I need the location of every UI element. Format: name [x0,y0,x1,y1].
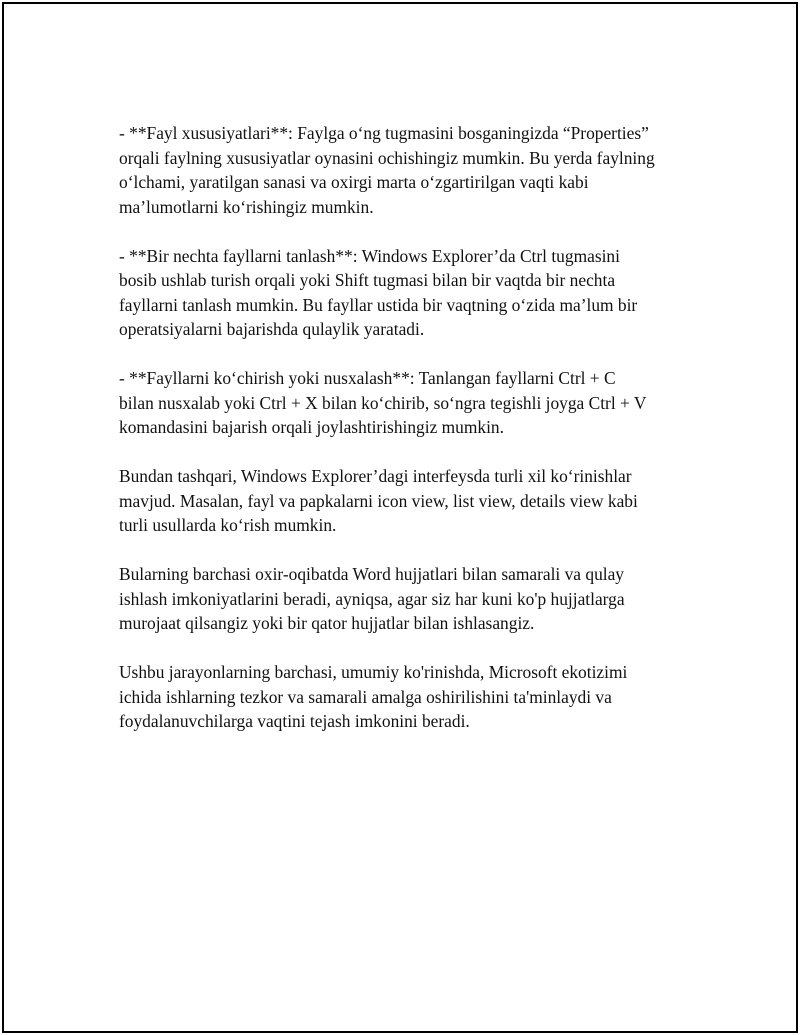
paragraph-explorer-views: Bundan tashqari, Windows Explorer’dagi interfeysda turli xil ko‘rinishlar mavjud. Masalan, fayl va papkalarni icon view, list view, details view kabi turli usullarda ko‘rish mumkin. [119,466,638,535]
document-page [2,2,798,1033]
paragraph-microsoft-ecosystem: Ushbu jarayonlarning barchasi, umumiy ko'rinishda, Microsoft ekotizimi ichida ishlarning tezkor va samarali amalga oshirilishini ta'minlaydi va foydalanuvchilarga vaqtini tejash imkonini beradi. [119,662,628,731]
paragraph-file-properties: - **Fayl xususiyatlari**: Faylga o‘ng tugmasini bosganingizda “Properties” orqali faylning xususiyatlar oynasini ochishingiz mumkin. Bu yerda faylning o‘lchami, yaratilgan sanasi va oxirgi marta o‘zgartirilgan vaqti kabi ma’lumotlarni ko‘rishingiz mumkin. [119,123,655,217]
paragraph-select-multiple-files: - **Bir nechta fayllarni tanlash**: Windows Explorer’da Ctrl tugmasini bosib ushlab turish orqali yoki Shift tugmasi bilan bir vaqtda bir nechta fayllarni tanlash mumkin. Bu fayllar ustida bir vaqtning o‘zida ma’lum bir operatsiyalarni bajarishda qulaylik yaratadi. [119,245,638,339]
paragraph-copy-move-files: - **Fayllarni ko‘chirish yoki nusxalash**: Tanlangan fayllarni Ctrl + C bilan nusxalab yoki Ctrl + X bilan ko‘chirib, so‘ngra tegishli joyga Ctrl + V komandasini bajarish orqali joylashtirishingiz mumkin. [119,368,647,437]
document-body [119,121,699,758]
paragraph-word-documents: Bularning barchasi oxir-oqibatda Word hujjatlari bilan samarali va qulay ishlash imkoniyatlarini beradi, ayniqsa, agar siz har kuni ko'p hujjatlarga murojaat qilsangiz yoki bir qator hujjatlar bilan ishlasangiz. [119,564,625,633]
